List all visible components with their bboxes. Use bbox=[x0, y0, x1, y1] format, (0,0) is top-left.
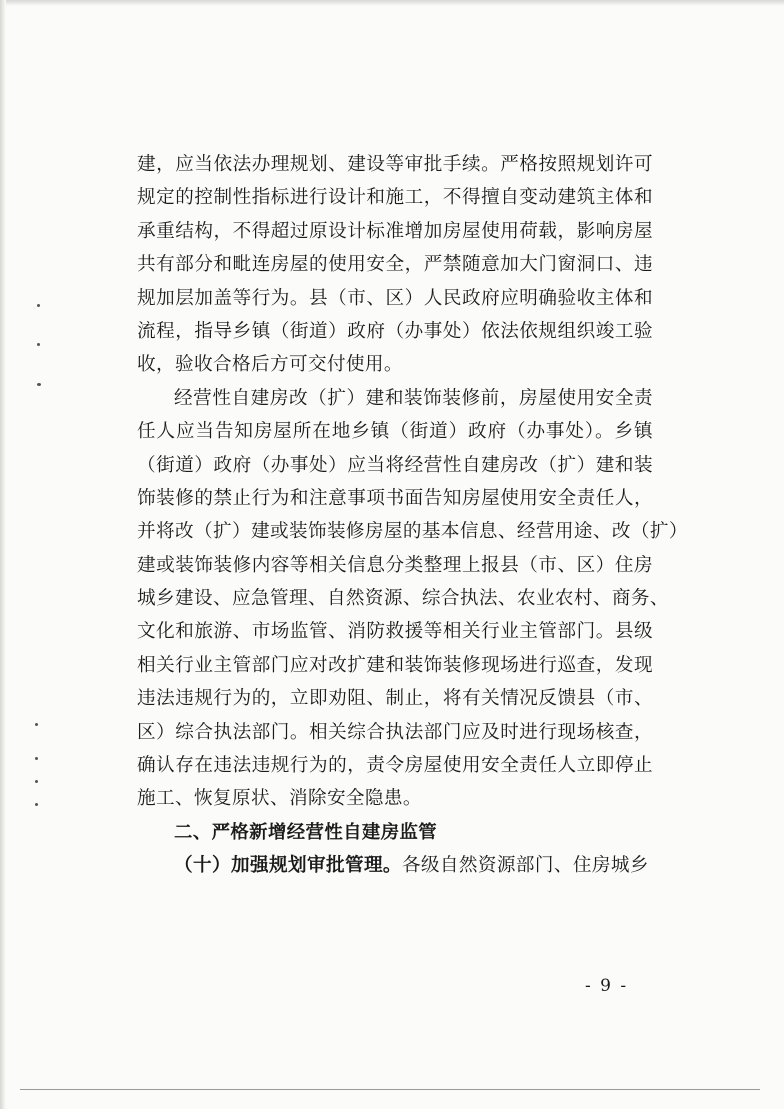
item-title: （十）加强规划审批管理。 bbox=[174, 855, 402, 877]
scan-speck bbox=[37, 383, 41, 386]
paragraph-line: 承重结构，不得超过原设计标准增加房屋使用荷载，影响房屋 bbox=[137, 220, 653, 242]
paragraph-line: 违法违规行为的，立即劝阻、制止，将有关情况反馈县（市、 bbox=[137, 688, 653, 710]
paragraph-line: 并将改（扩）建或装饰装修房屋的基本信息、经营用途、改（扩） bbox=[137, 521, 688, 543]
bottom-rule bbox=[20, 1089, 760, 1090]
item-text: 各级自然资源部门、住房城乡 bbox=[401, 855, 649, 877]
paragraph-line: 确认存在违法违规行为的，责令房屋使用安全责任人立即停止 bbox=[137, 755, 653, 777]
scan-speck bbox=[35, 803, 38, 806]
paragraph-line: 文化和旅游、市场监管、消防救援等相关行业主管部门。县级 bbox=[137, 621, 653, 643]
paragraph-line: 规定的控制性指标进行设计和施工，不得擅自变动建筑主体和 bbox=[137, 187, 653, 209]
scan-speck bbox=[35, 723, 38, 726]
paragraph-line: 施工、恢复原状、消除安全隐患。 bbox=[137, 788, 422, 810]
paragraph-line: 任人应当告知房屋所在地乡镇（街道）政府（办事处）。乡镇 bbox=[137, 421, 653, 443]
scan-speck bbox=[35, 780, 38, 783]
paragraph-line: 规加层加盖等行为。县（市、区）人民政府应明确验收主体和 bbox=[137, 287, 653, 309]
paragraph-line: 相关行业主管部门应对改扩建和装饰装修现场进行巡查，发现 bbox=[137, 654, 653, 676]
paragraph-line: 城乡建设、应急管理、自然资源、综合执法、农业农村、商务、 bbox=[137, 588, 669, 610]
document-body bbox=[137, 148, 688, 883]
paragraph-line: 区）综合执法部门。相关综合执法部门应及时进行现场核查， bbox=[137, 721, 653, 743]
paragraph-line: 经营性自建房改（扩）建和装饰装修前，房屋使用安全责 bbox=[174, 387, 653, 409]
scan-speck bbox=[35, 757, 38, 760]
section-heading: 二、严格新增经营性自建房监管 bbox=[174, 821, 438, 843]
scan-edge-left bbox=[0, 0, 6, 1109]
paragraph-line: 收，验收合格后方可交付使用。 bbox=[137, 354, 403, 376]
item-line bbox=[137, 849, 653, 882]
scan-edge-top bbox=[0, 0, 784, 6]
paragraph-line: 建，应当依法办理规划、建设等审批手续。严格按照规划许可 bbox=[137, 154, 653, 175]
page-number: - 9 - bbox=[585, 976, 629, 996]
paragraph-line: （街道）政府（办事处）应当将经营性自建房改（扩）建和装 bbox=[137, 454, 653, 476]
scan-speck bbox=[37, 304, 40, 307]
paragraph-line: 建或装饰装修内容等相关信息分类整理上报县（市、区）住房 bbox=[137, 554, 653, 576]
paragraph-line: 饰装修的禁止行为和注意事项书面告知房屋使用安全责任人， bbox=[137, 487, 653, 509]
scan-speck bbox=[37, 343, 40, 346]
paragraph-line: 流程，指导乡镇（街道）政府（办事处）依法依规组织竣工验 bbox=[137, 320, 653, 342]
paragraph-line: 共有部分和毗连房屋的使用安全，严禁随意加大门窗洞口、违 bbox=[137, 254, 653, 276]
